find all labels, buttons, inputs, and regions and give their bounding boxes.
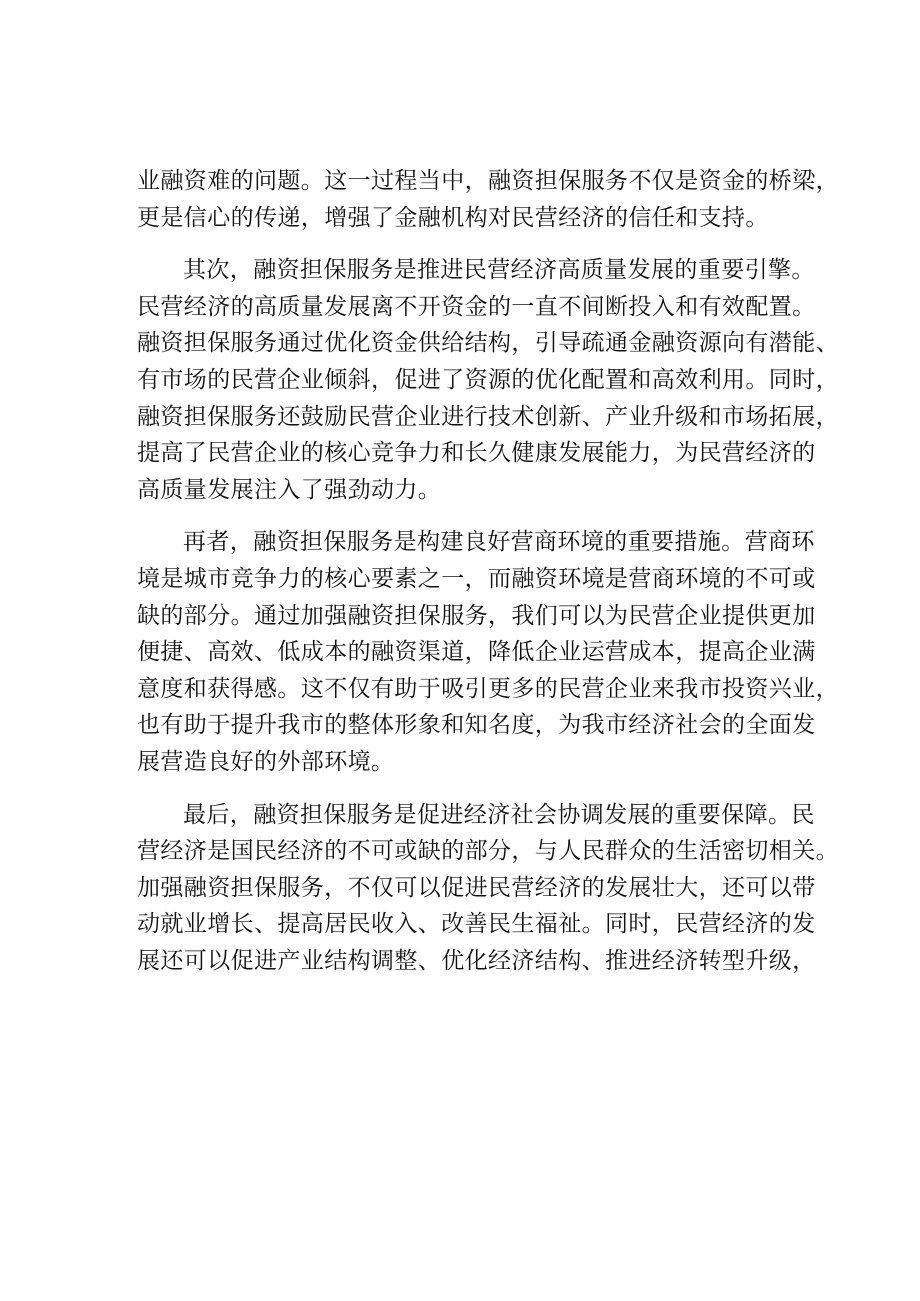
paragraph-line: 有市场的民营企业倾斜，促进了资源的优化配置和高效利用。同时， [137, 366, 839, 393]
paragraph-line: 加强融资担保服务，不仅可以促进民营经济的发展壮大，还可以带 [137, 874, 816, 901]
paragraph-line: 缺的部分。通过加强融资担保服务，我们可以为民营企业提供更加 [137, 602, 816, 629]
paragraph-line: 展还可以促进产业结构调整、优化经济结构、推进经济转型升级， [137, 947, 816, 974]
paragraph-line: 高质量发展注入了强劲动力。 [137, 476, 442, 503]
paragraph-line: 便捷、高效、低成本的融资渠道，降低企业运营成本，提高企业满 [137, 639, 816, 666]
paragraph-line: 最后，融资担保服务是促进经济社会协调发展的重要保障。民 [183, 801, 815, 828]
paragraph-line: 融资担保服务通过优化资金供给结构，引导疏通金融资源向有潜能、 [137, 330, 839, 357]
paragraph-line: 再者，融资担保服务是构建良好营商环境的重要措施。营商环 [183, 529, 815, 556]
paragraph-line: 融资担保服务还鼓励民营企业进行技术创新、产业升级和市场拓展， [137, 403, 839, 430]
paragraph-3 [137, 524, 839, 780]
paragraph-line: 境是城市竞争力的核心要素之一，而融资环境是营商环境的不可或 [137, 565, 816, 592]
paragraph-line: 民营经济的高质量发展离不开资金的一直不间断投入和有效配置。 [137, 293, 816, 320]
paragraph-line: 动就业增长、提高居民收入、改善民生福祉。同时，民营经济的发 [137, 911, 816, 938]
paragraph-line: 提高了民营企业的核心竞争力和长久健康发展能力，为民营经济的 [137, 440, 816, 467]
paragraph-4 [137, 797, 839, 980]
paragraph-line: 意度和获得感。这不仅有助于吸引更多的民营企业来我市投资兴业， [137, 675, 839, 702]
paragraph-1 [137, 163, 839, 236]
paragraph-line: 其次，融资担保服务是推进民营经济高质量发展的重要引擎。 [183, 257, 815, 284]
document-body [137, 163, 839, 995]
paragraph-line: 营经济是国民经济的不可或缺的部分，与人民群众的生活密切相关。 [137, 838, 839, 865]
paragraph-line: 业融资难的问题。这一过程当中，融资担保服务不仅是资金的桥梁， [137, 168, 839, 194]
paragraph-line: 展营造良好的外部环境。 [137, 748, 395, 775]
paragraph-line: 也有助于提升我市的整体形象和知名度，为我市经济社会的全面发 [137, 712, 816, 739]
paragraph-2 [137, 252, 839, 508]
paragraph-line: 更是信心的传递，增强了金融机构对民营经济的信任和支持。 [137, 204, 769, 231]
